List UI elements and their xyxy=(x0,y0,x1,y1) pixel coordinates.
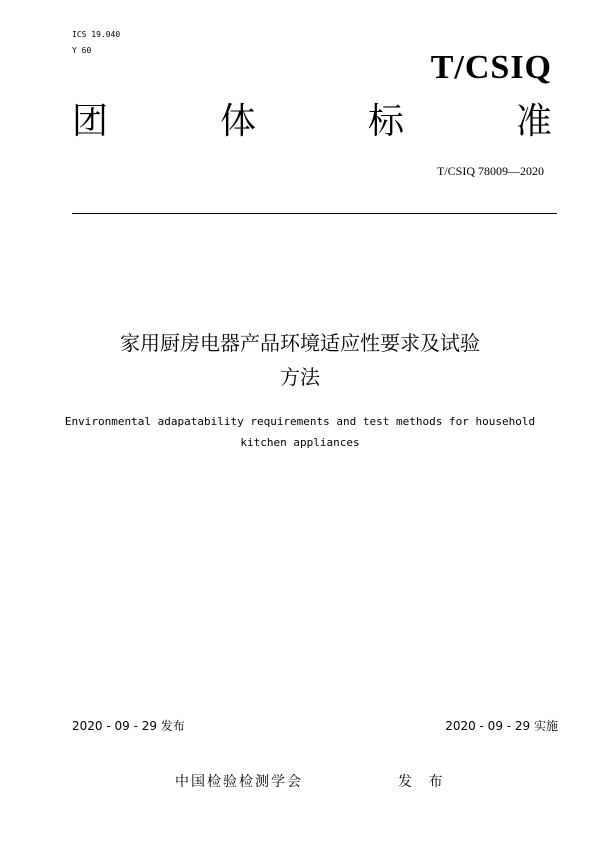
ccs-code: Y 60 xyxy=(72,46,92,55)
issuing-organization: 中国检验检测学会 xyxy=(175,774,303,790)
title-cn-line: 家用厨房电器产品环境适应性要求及试验 xyxy=(120,331,480,355)
kind-char: 标 xyxy=(367,101,404,142)
standard-kind-heading xyxy=(72,100,552,144)
title-english xyxy=(0,411,600,453)
kind-char: 体 xyxy=(219,101,256,142)
header-divider xyxy=(72,213,557,214)
ics-code: ICS 19.040 xyxy=(72,30,121,39)
publish-date: 2020 - 09 - 29 发布 xyxy=(72,719,185,733)
title-cn-line: 方法 xyxy=(280,365,320,389)
title-en-line: Environmental adapatability requirements and test methods for household xyxy=(64,415,536,428)
issue-label: 发 布 xyxy=(398,774,449,790)
kind-char: 团 xyxy=(72,101,109,142)
implement-date: 2020 - 09 - 29 实施 xyxy=(445,719,558,733)
kind-char: 准 xyxy=(515,101,552,142)
title-chinese xyxy=(0,326,600,394)
standard-number: T/CSIQ 78009—2020 xyxy=(436,164,544,178)
standard-brand: T/CSIQ xyxy=(430,49,552,86)
title-en-line: kitchen appliances xyxy=(240,436,360,449)
